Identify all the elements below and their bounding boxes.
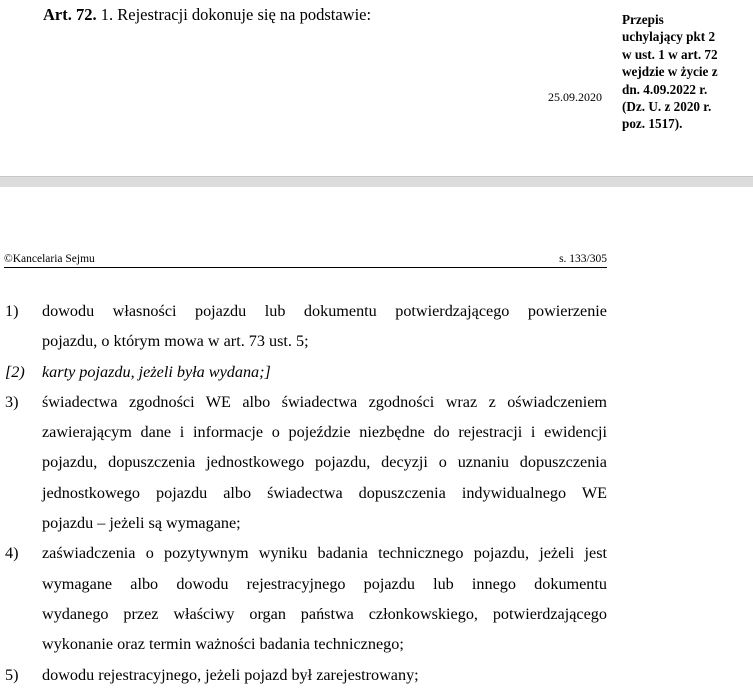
margin-note-line: poz. 1517). [622, 116, 683, 132]
list-item [0, 660, 753, 690]
list-item [0, 357, 753, 387]
item-number: 5) [5, 665, 19, 684]
item-text-line: pojazdu – jeżeli są wymagane; [42, 514, 241, 533]
page-separator [0, 176, 753, 187]
margin-note [622, 11, 747, 133]
item-text-line: zaświadczenia o pozytywnym wyniku badania technicznego pojazdu, jeżeli jest [42, 544, 607, 563]
margin-note-line: (Dz. U. z 2020 r. [622, 99, 712, 115]
list-item [0, 538, 753, 659]
item-text-line: pojazdu, dopuszczenia jednostkowego pojazdu, decyzji o uznaniu dopuszczenia [42, 453, 607, 472]
article-heading [43, 5, 371, 25]
page-footer [4, 253, 607, 268]
item-number: 1) [5, 302, 19, 320]
page-number: s. 133/305 [559, 253, 607, 265]
item-number: 3) [5, 392, 19, 411]
item-text-line: jednostkowego pojazdu albo świadectwa dopuszczenia indywidualnego WE [42, 483, 607, 502]
version-date: 25.09.2020 [548, 90, 602, 104]
margin-note-line: dn. 4.09.2022 r. [622, 81, 708, 97]
article-label: Art. 72. [43, 5, 97, 24]
item-number: [2) [5, 362, 25, 381]
previous-page-bottom [0, 0, 753, 176]
item-text-line: karty pojazdu, jeżeli była wydana;] [42, 362, 271, 381]
margin-note-line: uchylający pkt 2 [622, 29, 716, 45]
list-item [0, 387, 753, 538]
item-text-line: wydanego przez właściwy organ państwa członkowskiego, potwierdzającego [42, 604, 607, 623]
article-intro-text: 1. Rejestracji dokonuje się na podstawie: [96, 5, 372, 24]
publisher-label: ©Kancelaria Sejmu [4, 253, 95, 265]
item-text-line: wymagane albo dowodu rejestracyjnego pojazdu lub innego dokumentu [42, 574, 607, 593]
margin-note-line: wejdzie w życie z [622, 64, 718, 80]
item-number: 4) [5, 544, 19, 563]
enumeration-list [0, 296, 753, 690]
item-text-line: zawierającym dane i informacje o pojeździe niezbędne do rejestracji i ewidencji [42, 423, 607, 442]
margin-note-line: Przepis [622, 12, 664, 27]
margin-note-line: w ust. 1 w art. 72 [622, 46, 718, 62]
item-text-line: świadectwa zgodności WE albo świadectwa zgodności wraz z oświadczeniem [42, 392, 607, 411]
item-text-line: wykonanie oraz termin ważności badania technicznego; [42, 635, 404, 654]
item-text-line: dowodu własności pojazdu lub dokumentu potwierdzającego powierzenie [42, 302, 607, 320]
item-text-line: pojazdu, o którym mowa w art. 73 ust. 5; [42, 332, 309, 351]
list-item [0, 296, 753, 357]
item-text-line: dowodu rejestracyjnego, jeżeli pojazd był zarejestrowany; [42, 665, 419, 684]
